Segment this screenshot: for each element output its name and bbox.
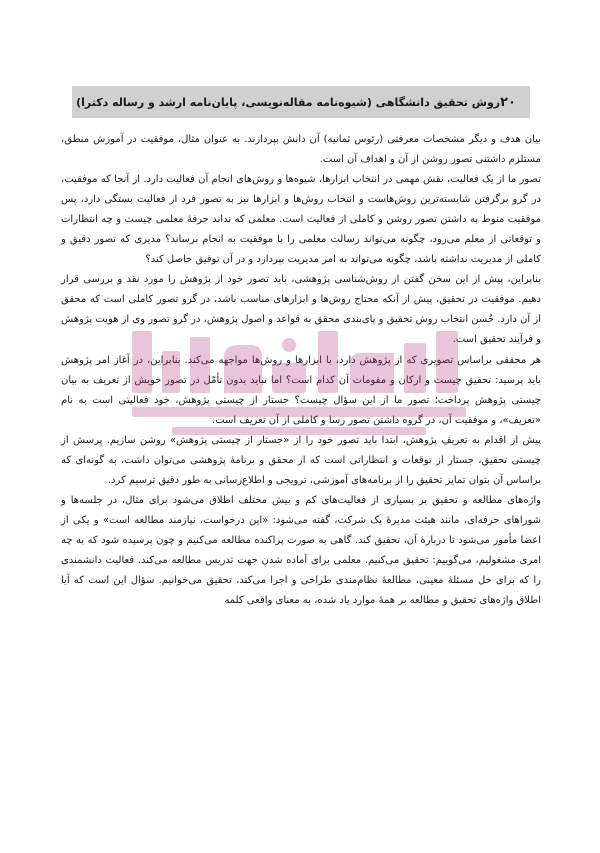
book-title: روش تحقیق دانشگاهی (شیوه‌نامه مقاله‌نویسی، پایان‌نامه ارشد و رساله دکترا): [76, 95, 501, 109]
body-text: [61, 130, 541, 611]
running-header: [72, 86, 530, 118]
paragraph: پیش از اقدام به تعریفِ پژوهش، ابتدا باید تصور خود را از «جستار از چیستی پژوهش» روشن سازیم. پرسش از چیستی تحقیق، جستار از توقعات و انتظاراتی است که از محقق و برنامهٔ پژوهشی می‌توان داشت، به گونه‌ای که براساس آن بتوان تمایز تحقیق را از برنامه‌های آموزشی، ترویجی و اطلاع‌رسانی به طور دقیق ترسیم کرد.: [61, 434, 541, 486]
paragraph: هر محققی براساس تصویری که از پژوهش دارد، با ابزارها و روش‌ها مواجهه می‌کند. بنابراین، در آغاز امر پژوهش باید پرسید: تحقیق چیست و ارکان و مقومات آن کدام است؟ اما نباید بدون تأمّل در تصور خویش از تعریف به بیان چیستی پژوهش پرداخت؛ تصور ما از این سؤال چیست؟ جستار از چیستی پژوهش، خود فعالیتی است به نام «تعریف»، و موفقیت آن، در گروه داشتن تصور رسا و کاملی از آن تعریف است.: [61, 354, 541, 426]
page-number: ۲۰: [500, 94, 516, 110]
paragraph: تصور ما از یک فعالیت، نقش مهمی در انتخاب ابزارها، شیوه‌ها و روش‌های انجام آن فعالیت دارد. از آنجا که موفقیت، در گرو برگرفتن شایسته‌ترین روش‌هاست و انتخاب روش‌ها و ابزارها نیز به تصور فرد از فعالیت بستگی دارد، پس موفقیت منوط به داشتن تصور روشن و کاملی از فعالیت است. معلمی که نداند حرفهٔ معلمی چیست و چه انتظارات و توقعاتی از معلم می‌رود، چگونه می‌تواند رسالت معلمی را با موفقیت به انجام برساند؟ مدیری که تصور دقیق و کاملی از مدیریت نداشته باشد، چگونه می‌تواند به امر مدیریت بپردازد و در آن توفیق حاصل کند؟: [61, 174, 541, 266]
paragraph: بنابراین، پیش از این سخن گفتن از روش‌شناسی پژوهشی، باید تصور خود از پژوهش را مورد نقد و بررسی قرار دهیم. موفقیت در تحقیق، پیش از آنکه محتاج روش‌ها و ابزارهای مناسب باشد، در گرو تصور کاملی است که محقق از آن دارد. حُسن انتخاب روش تحقیق و پای‌بندی محقق به قواعد و اصول پژوهش، در گرو تصور وی از هویت پژوهش و فرآیند تحقیق است.: [61, 274, 541, 346]
paragraph: بیان هدف و دیگر مشخصات معرفتی (رئوس ثمانیه) آن دانش بپردازند. به عنوان مثال، موفقیت در آموزش منطق، مستلزم داشتنی تصور روشن از آن و اهداف آن است.: [61, 134, 541, 166]
paragraph: واژه‌های مطالعه و تحقیق بر بسیاری از فعالیت‌های کم و بیش مختلف اطلاق می‌شود برای مثال، در جلسه‌ها و شوراهای حرفه‌ای، مانند هیئت مدیرهٔ یک شرکت، گفته می‌شود: «این درخواست، نیازمند مطالعه است» و یکی از اعضا مأمور می‌شود تا دربارهٔ آن، تحقیق کند. گاهی به صورت پراکنده مطالعه می‌کنیم و چون پرسیده شود که به چه امری مشغولیم، می‌گوییم: تحقیق می‌کنیم. معلمی برای آماده شدن جهت تدریس مطالعه می‌کند. فعالیت دانشمندی را که برای حل مسئلهٔ معینی، مطالعهٔ نظام‌مندی طراحی و اجرا می‌کند، تحقیق می‌خوانیم. سؤال این است که آیا اطلاق واژه‌های تحقیق و مطالعه بر همهٔ موارد یاد شده، به معنای واقعی کلمه: [61, 494, 541, 607]
